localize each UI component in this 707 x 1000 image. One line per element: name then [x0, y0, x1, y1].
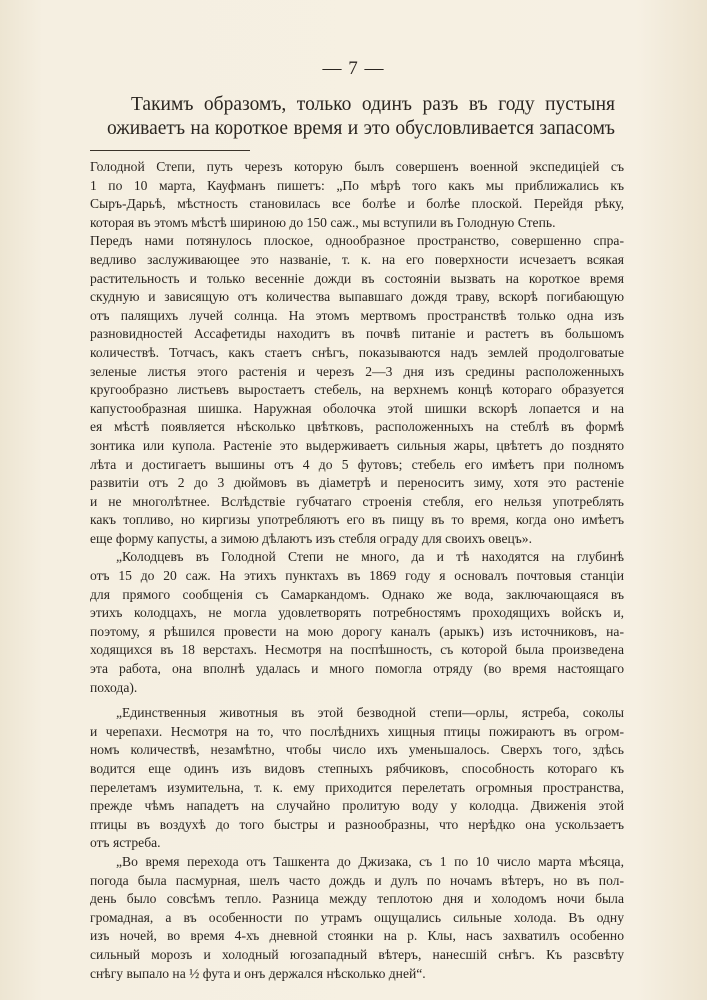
footnote-line: громадная, а въ особенности по утрамъ ощущались сильные холода. Въ одну: [90, 909, 624, 925]
footnote-line: отъ палящихъ лучей солнца. На этомъ мертвомъ пространствѣ только одна изъ: [90, 307, 624, 323]
footnote-line: поэтому, я рѣшился провести на мою дорогу каналъ (арыкъ) изъ источниковъ, на-: [90, 623, 624, 639]
footnote-line: день было совсѣмъ тепло. Разница между теплотою дня и холодомъ ночи была: [90, 891, 624, 907]
footnote-line: изъ ночей, во время 4-хъ дневной стоянки на р. Клы, насъ захватилъ особенно: [90, 928, 624, 944]
main-text-line: Такимъ образомъ, только одинъ разъ въ году пустыня: [131, 94, 615, 115]
footnote-line: похода).: [90, 679, 138, 695]
footnote-line: и не многолѣтнее. Вслѣдствіе губчатаго строенія стебля, его нельзя употреблять: [90, 493, 624, 509]
footnote-line: ея мѣстѣ появляется нѣсколько цвѣтковъ, расположенныхъ на стеблѣ въ формѣ: [90, 419, 624, 435]
footnote-line: сильный морозъ и холодный югозападный вѣтеръ, нанесшій снѣгъ. Къ разсвѣту: [90, 946, 624, 962]
footnote-line: еще форму капусты, а зимою дѣлаютъ изъ стебля ограду для своихъ овецъ».: [90, 530, 532, 546]
footnote-line: для прямого сообщенія съ Самаркандомъ. Однако же вода, заключающаяся въ: [90, 586, 624, 602]
footnote-line: прежде чѣмъ нападетъ на случайно пролитую воду у колодца. Движенія этой: [90, 798, 624, 814]
footnote-line: „Колодцевъ въ Голодной Степи не много, да и тѣ находятся на глубинѣ: [116, 549, 624, 565]
footnote-line: номъ количествѣ, незамѣтно, чтобы число ихъ уменьшалось. Сверхъ того, здѣсь: [90, 742, 624, 758]
footnote-line: Голодной Степи, путь черезъ которую былъ совершенъ военной экспедиціей съ: [90, 159, 624, 174]
footnote-line: растительность и только весенніе дожди въ состояніи вызвать на короткое время: [90, 270, 624, 286]
footnote-line: скудную и зависящую отъ количества выпавшаго дождя траву, вскорѣ погибающую: [90, 289, 624, 305]
footnote-line: перелетамъ изумительна, т. к. ему приходится перелетать огромныя пространства,: [90, 779, 624, 795]
footnote-line: птицы въ воздухѣ до того быстры и разнообразны, что нерѣдко она ускользаетъ: [90, 816, 624, 832]
footnote-line: количествѣ. Тотчасъ, какъ стаетъ снѣгъ, показываются надъ землей продолговатые: [90, 344, 624, 360]
footnote-divider: [90, 150, 250, 151]
footnote-line: которая въ этомъ мѣстѣ шириною до 150 саж., мы вступили въ Голодную Степь.: [90, 214, 556, 230]
footnote-line: этихъ колодцахъ, не могла удовлетворять потребностямъ проходящихъ войскъ и,: [90, 605, 624, 621]
footnote-line: „Единственныя животныя въ этой безводной степи—орлы, ястреба, соколы: [116, 705, 624, 721]
footnote-line: Сыръ-Дарьѣ, мѣстность становилась все болѣе и болѣе плоской. Перейдя рѣку,: [90, 196, 624, 212]
footnote-line: ведливо заслуживающее это названіе, т. к. на его поверхности исчезаетъ всякая: [90, 251, 624, 267]
footnote-line: „Во время перехода отъ Ташкента до Джизака, съ 1 по 10 число марта мѣсяца,: [116, 853, 624, 869]
footnote-line: водится еще одинъ изъ видовъ степныхъ рябчиковъ, способность котораго къ: [90, 761, 624, 776]
footnote-line: 1 по 10 марта, Кауфманъ пишетъ: „По мѣрѣ того какъ мы приближались къ: [90, 177, 624, 193]
footnote-line: снѣгу выпало на ½ фута и онъ держался нѣсколько дней“.: [90, 965, 426, 981]
footnote-line: отъ ястреба.: [90, 835, 161, 851]
footnote: [90, 158, 624, 983]
main-text-line: оживаетъ на короткое время и это обусловливается запасомъ: [107, 118, 615, 139]
page-number: — 7 —: [322, 58, 385, 79]
footnote-line: отъ 15 до 20 саж. На этихъ пунктахъ въ 1869 году я основалъ почтовыя станціи: [90, 568, 624, 584]
footnote-line: зонтика или купола. Растеніе это выдерживаетъ сильныя жары, цвѣтетъ до позднято: [90, 437, 624, 453]
footnote-line: ходящихся въ 18 верстахъ. Несмотря на поспѣшность, съ которой была произведена: [90, 642, 624, 658]
footnote-line: разновидностей Ассафетиды находитъ въ почвѣ питаніе и растетъ въ большомъ: [90, 326, 624, 342]
footnote-line: лѣта и достигаетъ вышины отъ 4 до 5 футовъ; стебель его имѣетъ при полномъ: [90, 456, 624, 472]
main-text: [107, 93, 615, 141]
footnote-line: эта работа, она вполнѣ удалась и много помогла отряду (во время настоящаго: [90, 661, 624, 677]
footnote-line: погода была пасмурная, шелъ часто дождь и дулъ по ночамъ вѣтеръ, но въ пол-: [90, 872, 624, 888]
footnote-line: какъ топливо, но киргизы употребляютъ его въ пищу въ то время, когда оно имѣетъ: [90, 512, 624, 528]
footnote-line: Передъ нами потянулось плоское, однообразное пространство, совершенно спра-: [90, 233, 624, 249]
footnote-line: капустообразная шишка. Наружная оболочка этой шишки вскорѣ лопается и на: [90, 400, 624, 416]
footnote-line: зеленые листья этого растенія и черезъ 2—3 дня изъ средины расположенныхъ: [90, 363, 624, 379]
footnote-line: кругообразно листьевъ выростаетъ стебель, на верхнемъ концѣ котораго образуется: [90, 382, 624, 398]
footnote-line: развитіи отъ 2 до 3 дюймовъ въ діаметрѣ и переноситъ зиму, хотя это растеніе: [90, 475, 624, 491]
footnote-line: и черепахи. Несмотря на то, что послѣднихъ хищныя птицы пожираютъ въ огром-: [90, 723, 624, 739]
